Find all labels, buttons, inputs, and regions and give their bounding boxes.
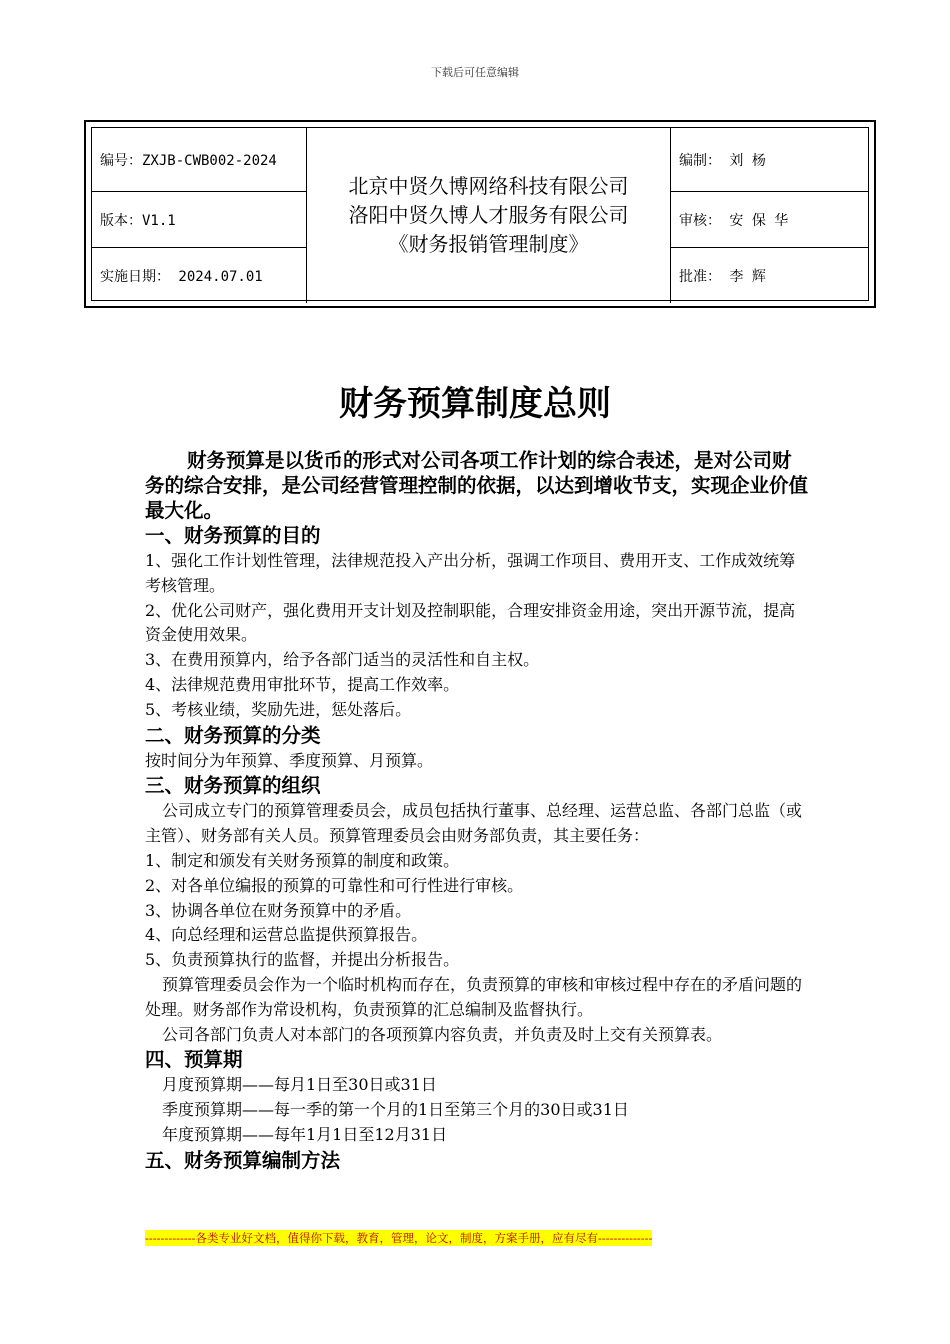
paragraph: 预算管理委员会作为一个临时机构而存在，负责预算的审核和审核过程中存在的矛盾问题的处理。财务部作为常设机构，负责预算的汇总编制及监督执行。 <box>145 974 803 1019</box>
list-item: 1、制定和颁发有关财务预算的制度和政策。 <box>145 850 460 870</box>
download-note: 下载后可任意编辑 <box>431 66 519 79</box>
effective-date: 实施日期： 2024.07.01 <box>92 248 307 303</box>
company-name-1: 北京中贤久博网络科技有限公司 <box>348 174 629 198</box>
reviewer: 审核： 安 保 华 <box>671 192 868 248</box>
paragraph: 公司各部门负责人对本部门的各项预算内容负责，并负责及时上交有关预算表。 <box>162 1024 723 1044</box>
doc-version: 版本：V1.1 <box>92 192 307 248</box>
company-block <box>307 128 671 303</box>
list-item: 1、强化工作计划性管理，法律规范投入产出分析，强调工作项目、费用开支、工作成效统筹考核管理。 <box>145 551 796 595</box>
section-heading-5: 五、财务预算编制方法 <box>145 1148 341 1172</box>
paragraph: 按时间分为年预算、季度预算、月预算。 <box>145 750 434 770</box>
paragraph: 公司成立专门的预算管理委员会，成员包括执行董事、总经理、运营总监、各部门总监（或主管）、财务部有关人员。预算管理委员会由财务部负责，其主要任务： <box>145 801 803 846</box>
approver: 批准： 李 辉 <box>679 268 766 285</box>
list-item: 3、协调各单位在财务预算中的矛盾。 <box>145 900 412 920</box>
doc-name: 《财务报销管理制度》 <box>388 232 589 256</box>
editor: 编制： 刘 杨 <box>671 128 868 192</box>
list-item: 4、向总经理和运营总监提供预算报告。 <box>145 925 428 945</box>
section-heading-1: 一、财务预算的目的 <box>145 524 321 547</box>
list-item: 季度预算期——每一季的第一个月的1日至第三个月的30日或31日 <box>162 1100 629 1120</box>
document-header-table <box>84 120 876 308</box>
list-item: 年度预算期——每年1月1日至12月31日 <box>162 1124 448 1144</box>
list-item: 月度预算期——每月1日至30日或31日 <box>162 1075 437 1095</box>
section-heading-3: 三、财务预算的组织 <box>145 774 321 798</box>
list-item: 5、考核业绩，奖励先进，惩处落后。 <box>145 699 412 719</box>
section-heading-4: 四、预算期 <box>145 1048 243 1072</box>
list-item: 5、负责预算执行的监督，并提出分析报告。 <box>145 950 460 970</box>
doc-code: 编号：ZXJB-CWB002-2024 <box>92 128 307 192</box>
page-title: 财务预算制度总则 <box>339 384 611 424</box>
company-name-2: 洛阳中贤久博人才服务有限公司 <box>348 203 629 227</box>
list-item: 4、法律规范费用审批环节，提高工作效率。 <box>145 674 460 694</box>
intro-paragraph: 财务预算是以货币的形式对公司各项工作计划的综合表述，是对公司财务的综合安排，是公司经营管理控制的依据，以达到增收节支，实现企业价值最大化。 <box>145 449 809 522</box>
document-body <box>145 448 810 1174</box>
section-heading-2: 二、财务预算的分类 <box>145 723 321 747</box>
list-item: 2、优化公司财产，强化费用开支计划及控制职能，合理安排资金用途，突出开源节流，提高资金使用效果。 <box>145 600 796 645</box>
list-item: 2、对各单位编报的预算的可靠性和可行性进行审核。 <box>145 875 524 895</box>
list-item: 3、在费用预算内，给予各部门适当的灵活性和自主权。 <box>145 650 540 670</box>
footer-banner: -------------各类专业好文档，值得你下载，教育，管理，论文，制度，方案手册，应有尽有-------------- <box>145 1231 653 1245</box>
